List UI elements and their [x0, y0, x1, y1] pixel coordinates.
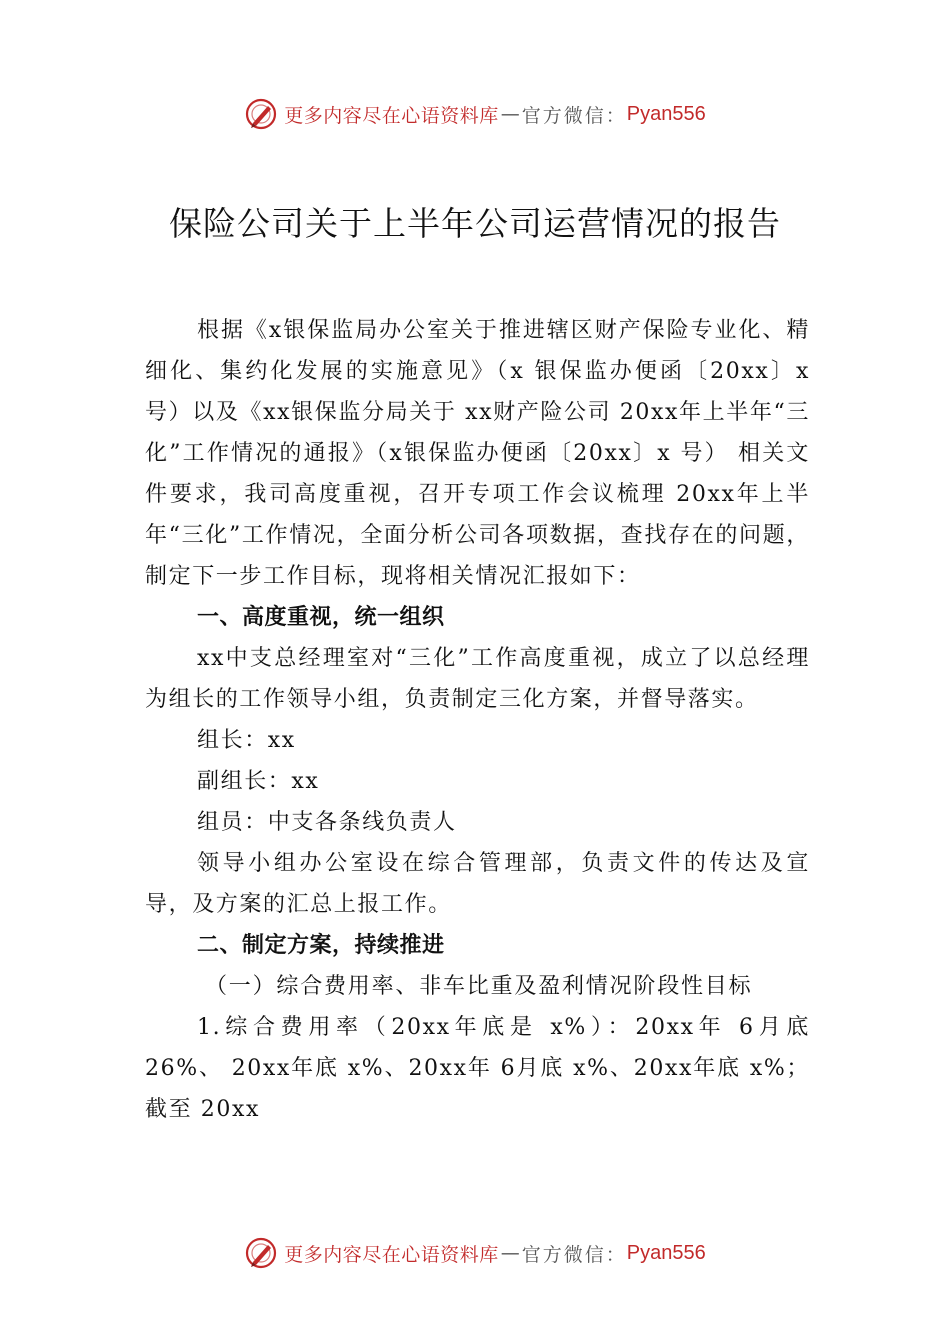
deputy-leader-line: 副组长：xx: [197, 769, 320, 794]
office-paragraph: 领导小组办公室设在综合管理部，负责文件的传达及宣导，及方案的汇总上报工作。: [145, 851, 810, 917]
subsection-1-heading: （一）综合费用率、非车比重及盈利情况阶段性目标: [205, 974, 753, 999]
members-line: 组员：中支各条线负责人: [197, 810, 457, 835]
wechat-id: Pyan556: [626, 102, 706, 125]
promo-text: 更多内容尽在心语资料库: [284, 1243, 499, 1266]
intro-paragraph: 根据《x银保监局办公室关于推进辖区财产保险专业化、精细化、集约化发展的实施意见》（x 银保监办便函〔20xx〕x 号）以及《xx银保监分局关于 xx财产险公司 20xx年上半年“三化”工作情况的通报》（x银保监办便函〔20xx〕x 号） 相关文件要求，我司高度重视，召开专项工作会议梳理 20xx年上半年“三化”工作情况，全面分析公司各项数据，查找存在的问题，制定下一步工作目标，现将相关情况汇报如下：: [145, 318, 810, 589]
separator-dash: —: [500, 103, 520, 125]
item-1-paragraph: 1.综合费用率（20xx年底是 x%）：20xx年 6月底 26%、 20xx年底 x%、20xx年 6月底 x%、20xx年底 x%；截至 20xx: [145, 1015, 810, 1122]
pen-logo-icon: [244, 97, 278, 131]
promo-text: 更多内容尽在心语资料库: [284, 104, 499, 127]
header-banner: [0, 94, 950, 134]
document-body: [145, 310, 810, 1130]
pen-logo-icon: [244, 1236, 278, 1270]
leader-line: 组长：xx: [197, 728, 296, 753]
footer-banner: [0, 1233, 950, 1273]
document-title: 保险公司关于上半年公司运营情况的报告: [169, 204, 781, 243]
section-1-heading: 一、高度重视，统一组织: [197, 605, 445, 630]
wechat-label: 官方微信：: [521, 1243, 627, 1266]
wechat-id: Pyan556: [626, 1241, 706, 1264]
section-1-paragraph: xx中支总经理室对“三化”工作高度重视，成立了以总经理为组长的工作领导小组，负责制定三化方案，并督导落实。: [145, 646, 810, 712]
separator-dash: —: [500, 1242, 520, 1264]
section-2-heading: 二、制定方案，持续推进: [197, 933, 445, 958]
wechat-label: 官方微信：: [521, 104, 627, 127]
